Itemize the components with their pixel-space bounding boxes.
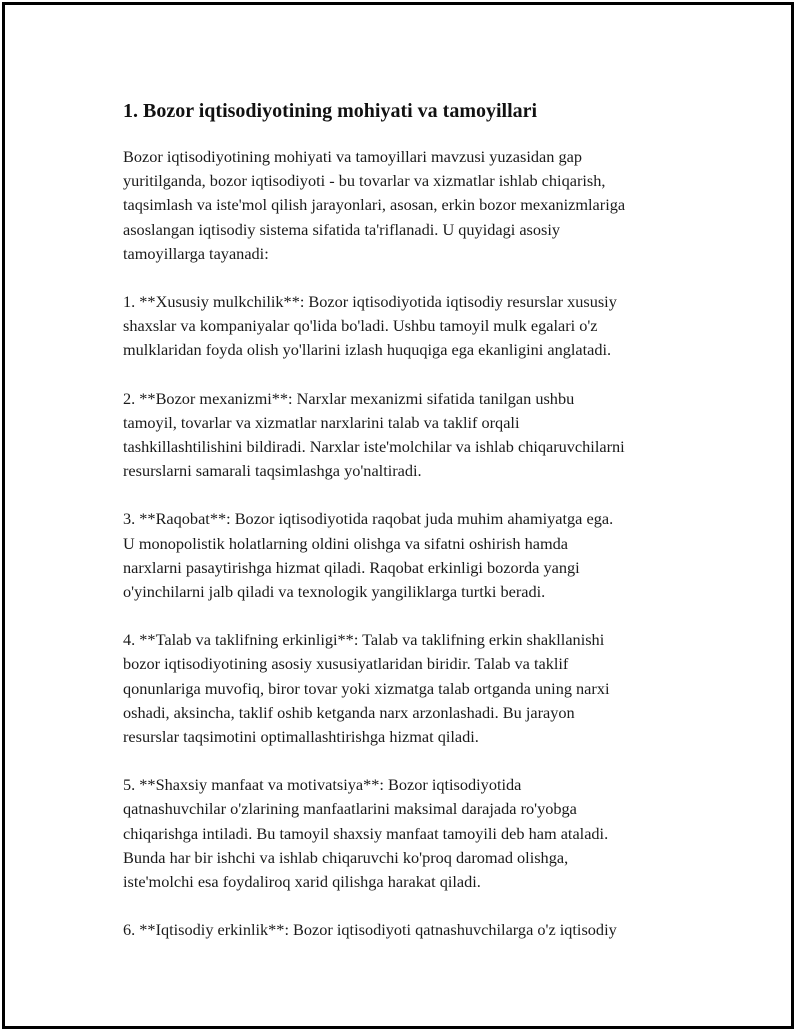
- paragraph-line: Bozor iqtisodiyotining mohiyati va tamoyillari mavzusi yuzasidan gap: [123, 147, 582, 166]
- page-frame: [2, 2, 794, 1029]
- paragraph-line: tamoyil, tovarlar va xizmatlar narxlarini talab va taklif orqali: [123, 412, 520, 432]
- paragraph-line: resurslarni samarali taqsimlashga yo'naltiradi.: [123, 461, 422, 481]
- paragraph-line: narxlarni pasaytirishga hizmat qiladi. Raqobat erkinligi bozorda yangi: [123, 557, 580, 577]
- paragraph-line: bozor iqtisodiyotining asosiy xususiyatlaridan biridir. Talab va taklif: [123, 654, 569, 674]
- paragraph-line: qatnashuvchilar o'zlarining manfaatlarini maksimal darajada ro'yobga: [123, 799, 577, 819]
- paragraph-line: Bunda har bir ishchi va ishlab chiqaruvchi ko'proq daromad olishga,: [123, 847, 569, 867]
- principle-paragraph-4: [123, 628, 703, 749]
- paragraph-line: taqsimlash va iste'mol qilish jarayonlari, asosan, erkin bozor mexanizmlariga: [123, 195, 626, 215]
- paragraph-line: resurslar taqsimotini optimallashtirishga hizmat qiladi.: [123, 727, 479, 747]
- paragraph-line: asoslangan iqtisodiy sistema sifatida ta'riflanadi. U quyidagi asosiy: [123, 219, 561, 239]
- paragraph-line: mulklaridan foyda olish yo'llarini izlash huquqiga ega ekanligini anglatadi.: [123, 340, 612, 360]
- principle-paragraph-3: [123, 507, 703, 604]
- paragraph-line: 1. **Xususiy mulkchilik**: Bozor iqtisodiyotida iqtisodiy resurslar xususiy: [123, 292, 617, 312]
- principle-paragraph-6: [123, 918, 703, 942]
- paragraph-line: 6. **Iqtisodiy erkinlik**: Bozor iqtisodiyoti qatnashuvchilarga o'z iqtisodiy: [123, 920, 617, 940]
- paragraph-line: shaxslar va kompaniyalar qo'lida bo'ladi. Ushbu tamoyil mulk egalari o'z: [123, 316, 598, 336]
- principle-paragraph-5: [123, 773, 703, 894]
- paragraph-line: qonunlariga muvofiq, biror tovar yoki xizmatga talab ortganda uning narxi: [123, 678, 610, 698]
- principle-paragraph-1: [123, 290, 703, 363]
- page-title: 1. Bozor iqtisodiyotining mohiyati va tamoyillari: [123, 100, 538, 122]
- intro-paragraph: [123, 145, 703, 266]
- paragraph-line: 3. **Raqobat**: Bozor iqtisodiyotida raqobat juda muhim ahamiyatga ega.: [123, 509, 614, 529]
- paragraph-line: o'yinchilarni jalb qiladi va texnologik yangiliklarga turtki beradi.: [123, 582, 546, 602]
- paragraph-line: tamoyillarga tayanadi:: [123, 243, 269, 263]
- paragraph-line: oshadi, aksincha, taklif oshib ketganda narx arzonlashadi. Bu jarayon: [123, 702, 575, 722]
- paragraph-line: U monopolistik holatlarning oldini olishga va sifatni oshirish hamda: [123, 533, 568, 553]
- paragraph-line: iste'molchi esa foydaliroq xarid qilishga harakat qiladi.: [123, 872, 481, 892]
- paragraph-line: 5. **Shaxsiy manfaat va motivatsiya**: Bozor iqtisodiyotida: [123, 775, 522, 795]
- paragraph-line: chiqarishga intiladi. Bu tamoyil shaxsiy manfaat tamoyili deb ham ataladi.: [123, 823, 609, 843]
- paragraph-line: yuritilganda, bozor iqtisodiyoti - bu tovarlar va xizmatlar ishlab chiqarish,: [123, 171, 606, 191]
- paragraph-line: 4. **Talab va taklifning erkinligi**: Talab va taklifning erkin shakllanishi: [123, 630, 605, 650]
- paragraph-line: 2. **Bozor mexanizmi**: Narxlar mexanizmi sifatida tanilgan ushbu: [123, 388, 575, 408]
- document-body: [123, 97, 703, 966]
- principle-paragraph-2: [123, 387, 703, 484]
- paragraph-line: tashkillashtilishini bildiradi. Narxlar iste'molchilar va ishlab chiqaruvchilarni: [123, 437, 625, 457]
